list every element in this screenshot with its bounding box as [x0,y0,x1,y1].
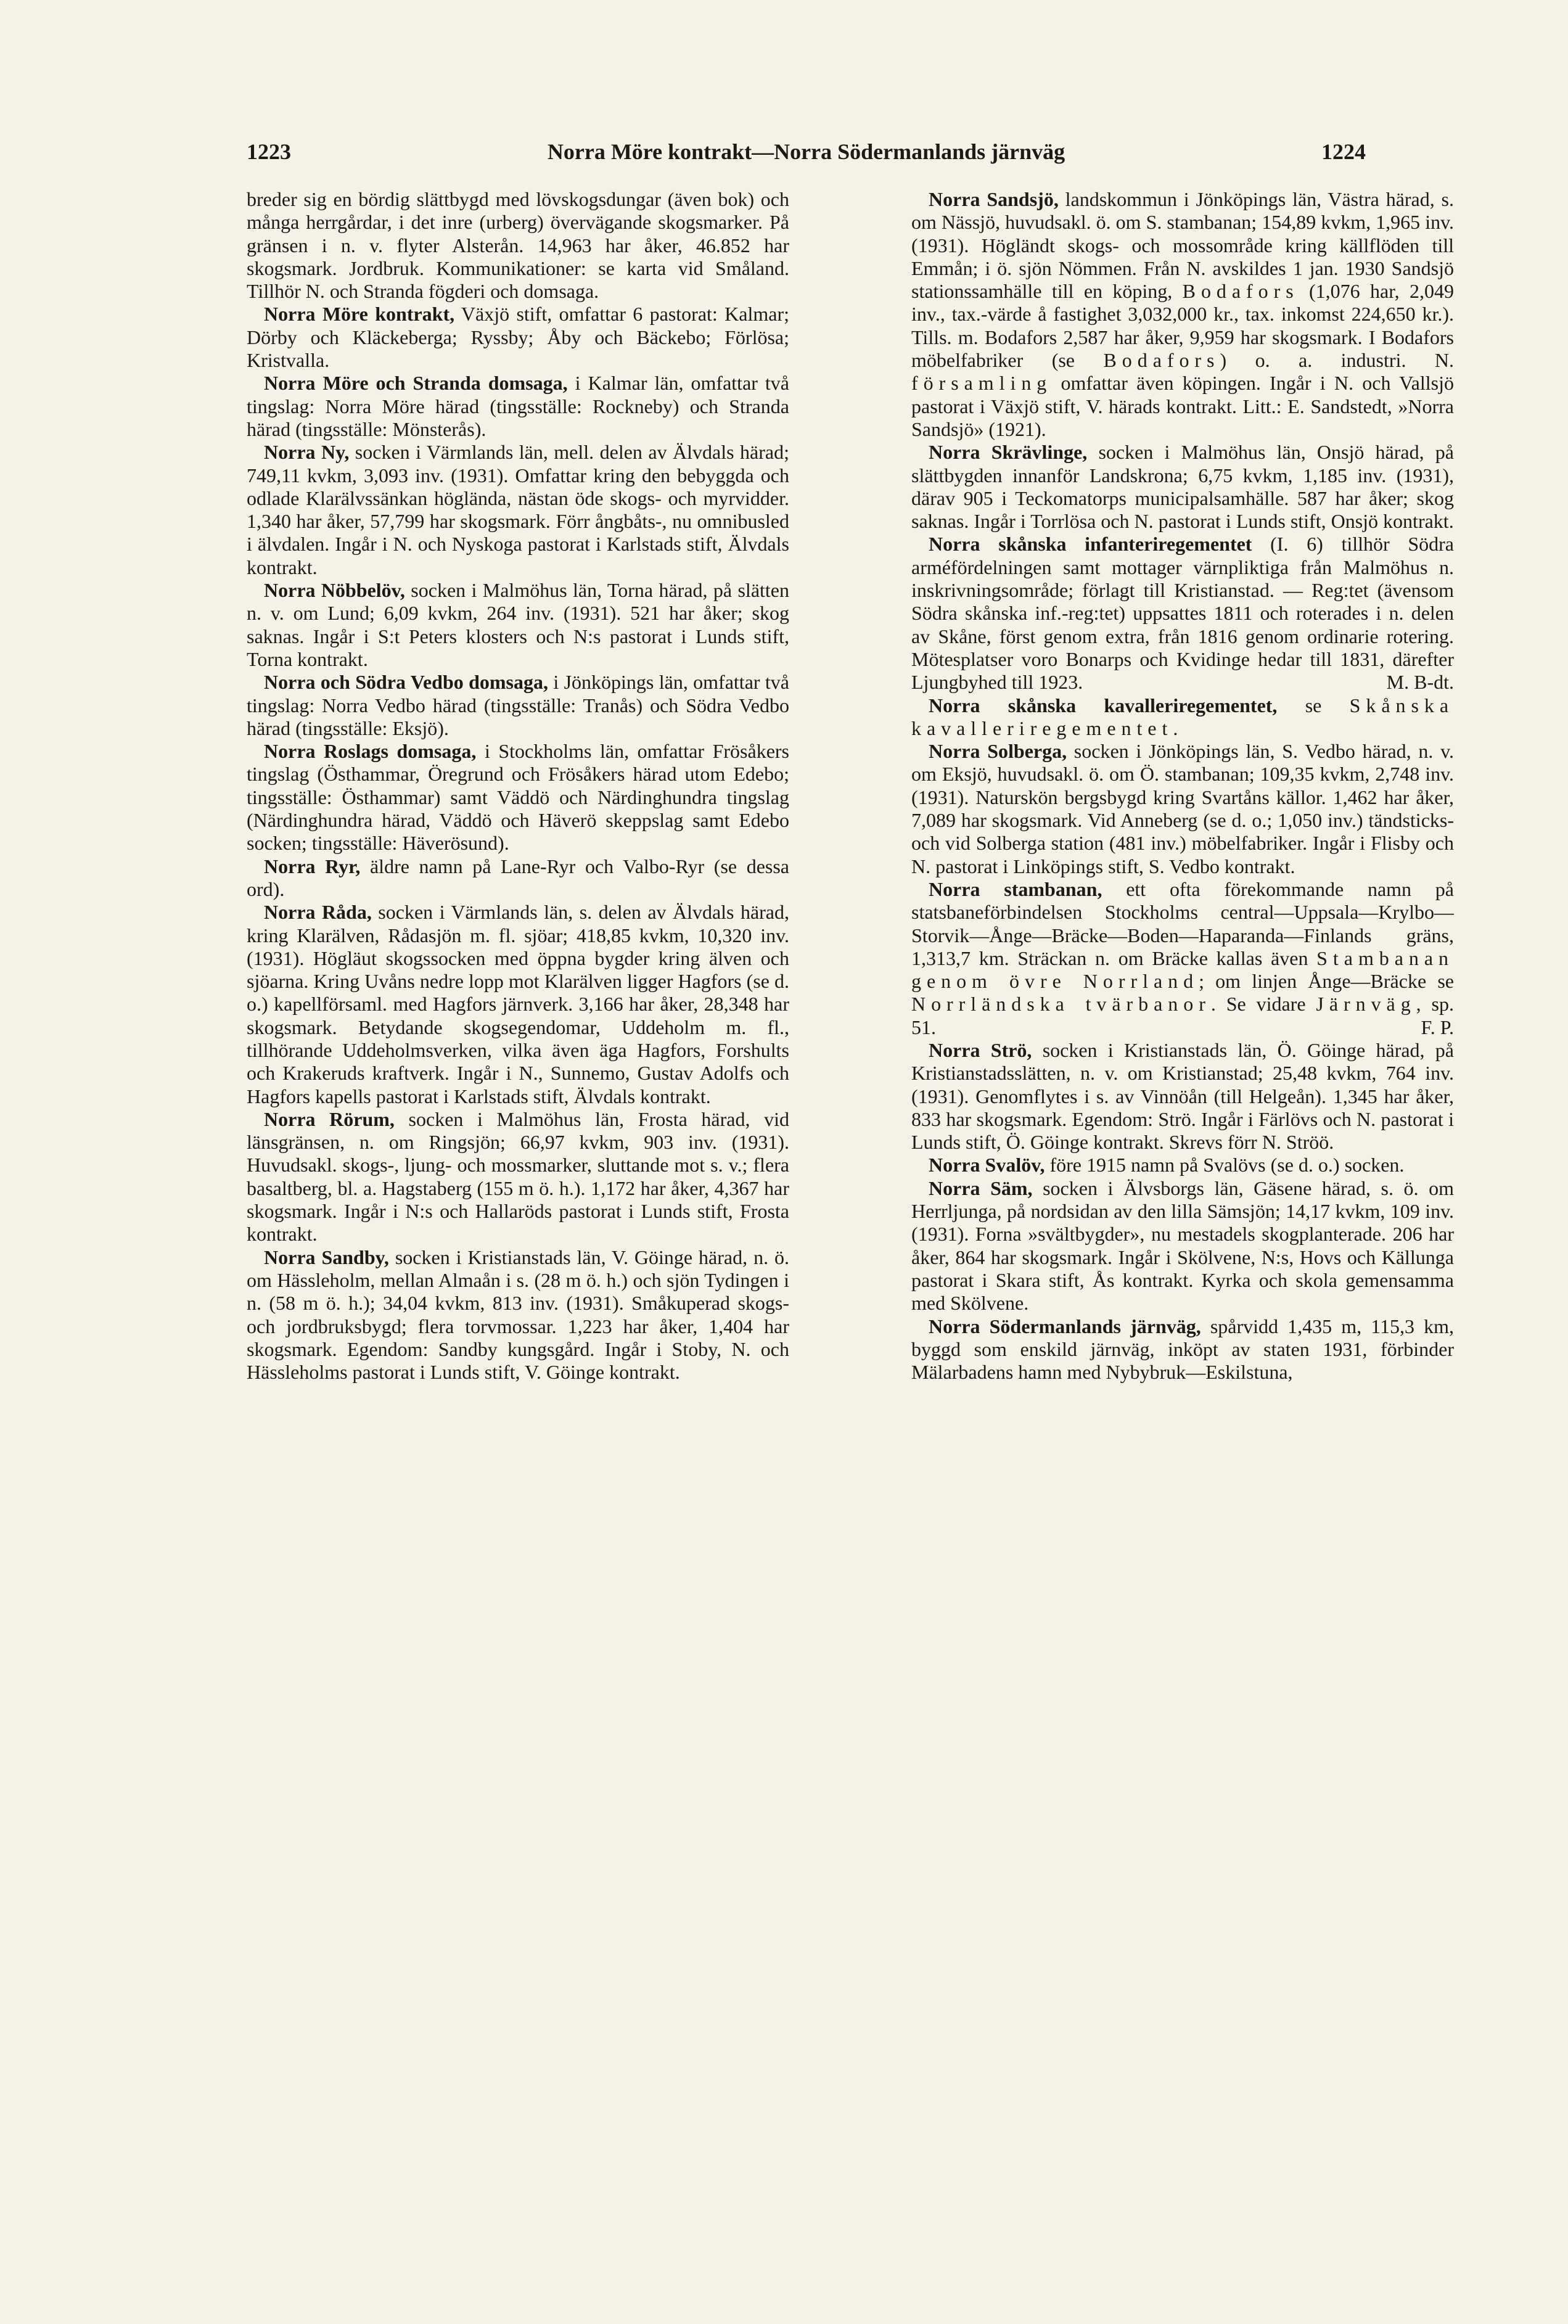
running-header [247,139,1366,176]
author-signature: M. B-dt. [1386,671,1454,694]
headword: Norra Ny, [264,441,350,464]
spaced-term: församling [911,372,1053,395]
entry-norra-ryr: Norra Ryr, äldre namn på Lane-Ryr och Valbo-Ryr (se dessa ord). [247,855,789,900]
entry-norra-stambanan: Norra stambanan, ett ofta förekommande namn på statsbaneförbindelsen Stockholms central—Uppsala—Krylbo—Storvik—Ånge—Bräcke—Boden—Haparanda—Finlands gräns, 1,313,7 km. Sträckan n. om Bräcke kallas även Stambanan genom övre Norrland; om linjen Ånge—Bräcke se Norrländska tvärbanor. Se vidare Järnväg, sp. 51. F. P. [911,877,1454,1038]
headword: Norra Södermanlands järnväg, [929,1315,1201,1337]
entry-norra-nobbelov: Norra Nöbbelöv, socken i Malmöhus län, Torna härad, på slätten n. v. om Lund; 6,09 kvkm, 264 inv. (1931). 521 har åker; skog saknas. Ingår i S:t Peters klosters och N:s pastorat i Lunds stift, Torna kontrakt. [247,579,789,670]
headword: Norra stambanan, [929,877,1102,900]
headword: Norra Ryr, [264,855,361,877]
headword: Norra Rörum, [264,1107,395,1130]
entry-norra-solberga: Norra Solberga, socken i Jönköpings län, S. Vedbo härad, n. v. om Eksjö, huvudsakl. ö. om Ö. stambanan; 109,35 kvkm, 2,748 inv. (1931). Naturskön bergsbygd kring Svartåns källor. 1,462 har åker, 7,089 har skogsmark. Vid Anneberg (se d. o.; 1,050 inv.) tändsticks- och vid Solberga station (481 inv.) möbelfabriker. Ingår i Flisby och N. pastorat i Linköpings stift, S. Vedbo kontrakt. [911,740,1454,877]
right-column [911,188,1454,2223]
entry-norra-ny: Norra Ny, socken i Värmlands län, mell. delen av Älvdals härad; 749,11 kvkm, 3,093 inv. (1931). Omfattar kring den bebyggda och odlade Klarälvssänkan höglända, nästan öde skogs- och myrvidder. 1,340 har åker, 57,799 har skogsmark. Förr ångbåts-, nu omnibusled i älvdalen. Ingår i N. och Nyskoga pastorat i Karlstads stift, Älvdals kontrakt. [247,441,789,578]
entry-norra-more-och-stranda-domsaga: Norra Möre och Stranda domsaga, i Kalmar län, omfattar två tingslag: Norra Möre härad (tingsställe: Rockneby) och Stranda härad (tingsställe: Mönsterås). [247,372,789,440]
headword: Norra Möre och Stranda domsaga, [264,372,568,395]
headword: Norra Nöbbelöv, [264,579,405,602]
spaced-term: Bodafors [1182,280,1299,303]
entry-continuation: breder sig en bördig slättbygd med lövskogsdungar (även bok) och många herrgårdar, i det inre (urberg) övervägande skogsmarker. På gränsen i n. v. flyter Alsterån. 14,963 har åker, 46.852 har skogsmark. Jordbruk. Kommunikationer: se karta vid Småland. Tillhör N. och Stranda fögderi och domsaga. [247,188,789,303]
headword: Norra Roslags domsaga, [264,740,477,763]
headword: Norra Säm, [929,1176,1033,1199]
entry-norra-sandsjo: Norra Sandsjö, landskommun i Jönköpings län, Västra härad, s. om Nässjö, huvudsakl. ö. om S. stambanan; 154,89 kvkm, 1,965 inv. (1931). Högländt skogs- och mossområde kring källflöden till Emmån; i ö. sjön Nömmen. Från N. avskildes 1 jan. 1930 Sandsjö stationssamhälle till en köping, Bodafors (1,076 har, 2,049 inv., tax.-värde å fastighet 3,032,000 kr., tax. inkomst 224,650 kr.). Tills. m. Bodafors 2,587 har åker, 9,959 har skogsmark. I Bodafors möbelfabriker (se Bodafors) o. a. industri. N. församling omfattar även köpingen. Ingår i N. och Vallsjö pastorat i Växjö stift, V. härads kontrakt. Litt.: E. Sandstedt, »Norra Sandsjö» (1921). [911,188,1454,440]
headword: Norra Solberga, [929,740,1067,763]
spaced-term: Järnväg [1316,993,1416,1016]
headword: Norra Svalöv, [929,1154,1045,1176]
header-title: Norra Möre kontrakt—Norra Södermanlands järnväg [547,139,1065,164]
page-number-left: 1223 [247,139,291,164]
entry-norra-rada: Norra Råda, socken i Värmlands län, s. delen av Älvdals härad, kring Klarälven, Rådasjön m. fl. sjöar; 418,85 kvkm, 10,320 inv. (1931). Högläut skogssocken med öppna bygder kring älven och sjöarna. Kring Uvåns nedre lopp mot Klarälven ligger Hagfors (se d. o.) kapellförsaml. med Hagfors järnverk. 3,166 har åker, 28,348 har skogsmark. Betydande skogsegendomar, Uddeholm m. fl., tillhörande Uddeholmsverken, vilka även äga Hagfors, Forshults och Krakeruds kraftverk. Ingår i N., Sunnemo, Gustav Adolfs och Hagfors kapells pastorat i Karlstads stift, Älvdals kontrakt. [247,901,789,1107]
entry-norra-stro: Norra Strö, socken i Kristianstads län, Ö. Göinge härad, på Kristianstadsslätten, n. v. om Kristianstad; 25,48 kvkm, 764 inv. (1931). Genomflytes i s. av Vinnöån (till Helgeån). 1,345 har åker, 833 har skogsmark. Egendom: Strö. Ingår i Färlövs och N. pastorat i Lunds stift, Ö. Göinge kontrakt. Skrevs förr N. Ströö. [911,1038,1454,1154]
entry-norra-roslags-domsaga: Norra Roslags domsaga, i Stockholms län, omfattar Frösåkers tingslag (Östhammar, Öregrund och Frösåkers härad utom Edebo; tingsställe: Östhammar) samt Väddö och Närdinghundra tingslag (Närdinghundra härad, Väddö och Häverö skeppslag samt Edebo socken; tingsställe: Häverösund). [247,740,789,855]
spaced-term: Norrländska tvärbanor [911,993,1211,1016]
entry-norra-sodermanlands-jarnvag: Norra Södermanlands järnväg, spårvidd 1,435 m, 115,3 km, byggd som enskild järnväg, inköpt av staten 1931, förbinder Mälarbadens hamn med Nybybruk—Eskilstuna, [911,1315,1454,1384]
entry-norra-och-sodra-vedbo-domsaga: Norra och Södra Vedbo domsaga, i Jönköpings län, omfattar två tingslag: Norra Vedbo härad (tingsställe: Tranås) och Södra Vedbo härad (tingsställe: Eksjö). [247,671,789,739]
headword: Norra skånska kavalleriregementet, [929,694,1278,716]
entry-norra-sandby: Norra Sandby, socken i Kristianstads län, V. Göinge härad, n. ö. om Hässleholm, mellan Almaån i s. (28 m ö. h.) och sjön Tydingen i n. (58 m ö. h.); 34,04 kvkm, 813 inv. (1931). Småkuperad skogs- och jordbruksbygd; flera torvmossar. 1,223 har åker, 1,404 har skogsmark. Egendom: Sandby kungsgård. Ingår i Stoby, N. och Hässleholms pastorat i Lunds stift, V. Göinge kontrakt. [247,1246,789,1384]
headword: Norra och Södra Vedbo domsaga, [264,671,548,694]
author-signature: F. P. [1421,1016,1454,1038]
headword: Norra Sandsjö, [929,188,1059,210]
headword: Norra Råda, [264,901,372,924]
entry-norra-skanska-infanteriregementet: Norra skånska infanteriregementet (I. 6) tillhör Södra arméfördelningen samt mottager värnpliktiga från Malmöhus n. inskrivningsområde; förlagt till Kristianstad. — Reg:tet (ävensom Södra skånska inf.-reg:tet) uppsattes 1811 och roterades i n. delen av Skåne, först genom extra, från 1816 genom ordinarie rotering. Mötesplatser voro Bonarps och Kvidinge hedar till 1831, därefter Ljungbyhed till 1923. M. B-dt. [911,533,1454,694]
entry-norra-svalov: Norra Svalöv, före 1915 namn på Svalövs (se d. o.) socken. [929,1154,1405,1176]
headword: Norra Strö, [929,1038,1032,1061]
left-column [247,188,789,2223]
headword: Norra skånska infanteriregementet [929,533,1252,556]
entry-norra-skanska-kavalleriregementet: Norra skånska kavalleriregementet, se Skånska kavalleriregementet. [911,694,1454,739]
spaced-term: Bodafors [1103,349,1220,372]
entry-norra-sam: Norra Säm, socken i Älvsborgs län, Gäsene härad, s. ö. om Herrljunga, på nordsidan av den lilla Sämsjön; 14,17 kvkm, 109 inv. (1931). Forna »svältbygder», nu mestadels skogplanterade. 206 har åker, 864 har skogsmark. Ingår i Skölvene, N:s, Hovs och Källunga pastorat i Skara stift, Ås kontrakt. Kyrka och skola gemensamma med Skölvene. [911,1176,1454,1315]
page-number-right: 1224 [1321,139,1366,164]
headword: Norra Möre kontrakt, [264,303,455,326]
entry-norra-rorum: Norra Rörum, socken i Malmöhus län, Frosta härad, vid länsgränsen, n. om Ringsjön; 66,97 kvkm, 903 inv. (1931). Huvudsakl. skogs-, ljung- och mossmarker, sluttande mot s. v.; flera basaltberg, bl. a. Hagstaberg (155 m ö. h.). 1,172 har åker, 4,367 har skogsmark. Ingår i N:s och Hallaröds pastorat i Lunds stift, Frosta kontrakt. [247,1107,789,1246]
spaced-term: Skånska kavalleriregementet [911,694,1454,739]
entry-norra-more-kontrakt: Norra Möre kontrakt, Växjö stift, omfattar 6 pastorat: Kalmar; Dörby och Kläckeberga; Ryssby; Åby och Bäckebo; Förlösa; Kristvalla. [247,303,789,372]
headword: Norra Skrävlinge, [929,441,1088,464]
headword: Norra Sandby, [264,1246,389,1268]
entry-norra-skravlinge: Norra Skrävlinge, socken i Malmöhus län, Onsjö härad, på slättbygden innanför Landskrona; 6,75 kvkm, 1,185 inv. (1931), därav 905 i Teckomatorps municipalsamhälle. 587 har åker; skog saknas. Ingår i Torrlösa och N. pastorat i Lunds stift, Onsjö kontrakt. [911,441,1454,533]
spaced-term: Stambanan genom övre Norrland [911,946,1454,993]
